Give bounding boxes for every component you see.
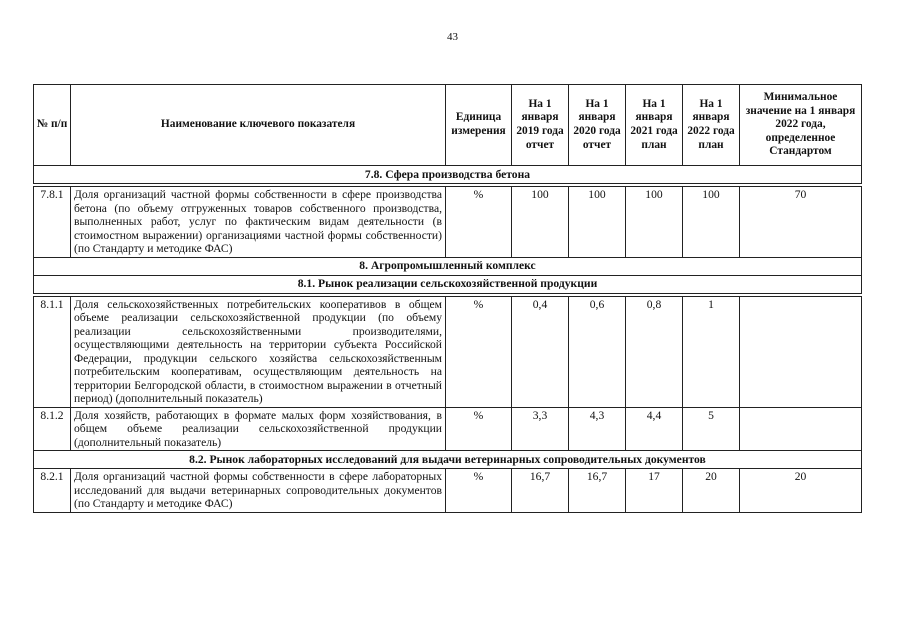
section-title: 7.8. Сфера производства бетона bbox=[34, 166, 862, 184]
value-2019: 100 bbox=[512, 187, 569, 258]
value-2021: 0,8 bbox=[626, 296, 683, 407]
section-row bbox=[34, 166, 862, 184]
value-2022: 100 bbox=[683, 187, 740, 258]
value-2021: 17 bbox=[626, 469, 683, 513]
row-number: 8.1.2 bbox=[34, 407, 71, 451]
value-2020: 0,6 bbox=[569, 296, 626, 407]
value-min: 20 bbox=[740, 469, 862, 513]
table-row bbox=[34, 407, 862, 451]
table-row bbox=[34, 296, 862, 407]
value-2019: 16,7 bbox=[512, 469, 569, 513]
value-2021: 4,4 bbox=[626, 407, 683, 451]
value-2019: 0,4 bbox=[512, 296, 569, 407]
row-number: 7.8.1 bbox=[34, 187, 71, 258]
table-row bbox=[34, 187, 862, 258]
header-2022: На 1 января 2022 года план bbox=[683, 85, 740, 166]
section-title: 8. Агропромышленный комплекс bbox=[34, 257, 862, 275]
header-row bbox=[34, 85, 862, 166]
indicator-name: Доля хозяйств, работающих в формате малых форм хозяйствования, в общем объеме реализации сельскохозяйственной продукции (дополнительный показатель) bbox=[71, 407, 446, 451]
value-2019: 3,3 bbox=[512, 407, 569, 451]
unit-cell: % bbox=[446, 407, 512, 451]
header-2021: На 1 января 2021 года план bbox=[626, 85, 683, 166]
section-row bbox=[34, 275, 862, 293]
row-number: 8.1.1 bbox=[34, 296, 71, 407]
table-row bbox=[34, 469, 862, 513]
header-unit: Единица измерения bbox=[446, 85, 512, 166]
value-2022: 5 bbox=[683, 407, 740, 451]
value-min bbox=[740, 407, 862, 451]
indicator-name: Доля организаций частной формы собственности в сфере производства бетона (по объему отгруженных товаров собственного производства, выполненных работ, услуг по фактическим видам деятельности (в стоимостном выражении) организациями частной формы собственности) (по Стандарту и методике ФАС) bbox=[71, 187, 446, 258]
value-2021: 100 bbox=[626, 187, 683, 258]
unit-cell: % bbox=[446, 469, 512, 513]
indicator-name: Доля сельскохозяйственных потребительских кооперативов в общем объеме реализации сельскохозяйственной продукции (по объему реализации сельскохозяйственными производителями, осуществляющими деятельность на территории субъекта Российской Федерации, продукции сельского хозяйства сельскохозяйственным потребительским кооперативам, осуществляющим деятельность на территории Белгородской области, в стоимостном выражении в отчетный период) (дополнительный показатель) bbox=[71, 296, 446, 407]
header-2019: На 1 января 2019 года отчет bbox=[512, 85, 569, 166]
value-min: 70 bbox=[740, 187, 862, 258]
section-row bbox=[34, 257, 862, 275]
header-num: № п/п bbox=[34, 85, 71, 166]
section-row bbox=[34, 451, 862, 469]
value-2022: 20 bbox=[683, 469, 740, 513]
value-2020: 16,7 bbox=[569, 469, 626, 513]
unit-cell: % bbox=[446, 187, 512, 258]
value-2022: 1 bbox=[683, 296, 740, 407]
row-number: 8.2.1 bbox=[34, 469, 71, 513]
section-title: 8.1. Рынок реализации сельскохозяйственной продукции bbox=[34, 275, 862, 293]
indicators-table bbox=[33, 84, 862, 513]
value-2020: 4,3 bbox=[569, 407, 626, 451]
indicator-name: Доля организаций частной формы собственности в сфере лабораторных исследований для выдачи ветеринарных сопроводительных документов (по Стандарту и методике ФАС) bbox=[71, 469, 446, 513]
page-number: 43 bbox=[447, 31, 458, 43]
header-2020: На 1 января 2020 года отчет bbox=[569, 85, 626, 166]
value-2020: 100 bbox=[569, 187, 626, 258]
unit-cell: % bbox=[446, 296, 512, 407]
value-min bbox=[740, 296, 862, 407]
section-title: 8.2. Рынок лабораторных исследований для выдачи ветеринарных сопроводительных документов bbox=[34, 451, 862, 469]
header-name: Наименование ключевого показателя bbox=[71, 85, 446, 166]
header-min: Минимальное значение на 1 января 2022 года, определенное Стандартом bbox=[740, 85, 862, 166]
